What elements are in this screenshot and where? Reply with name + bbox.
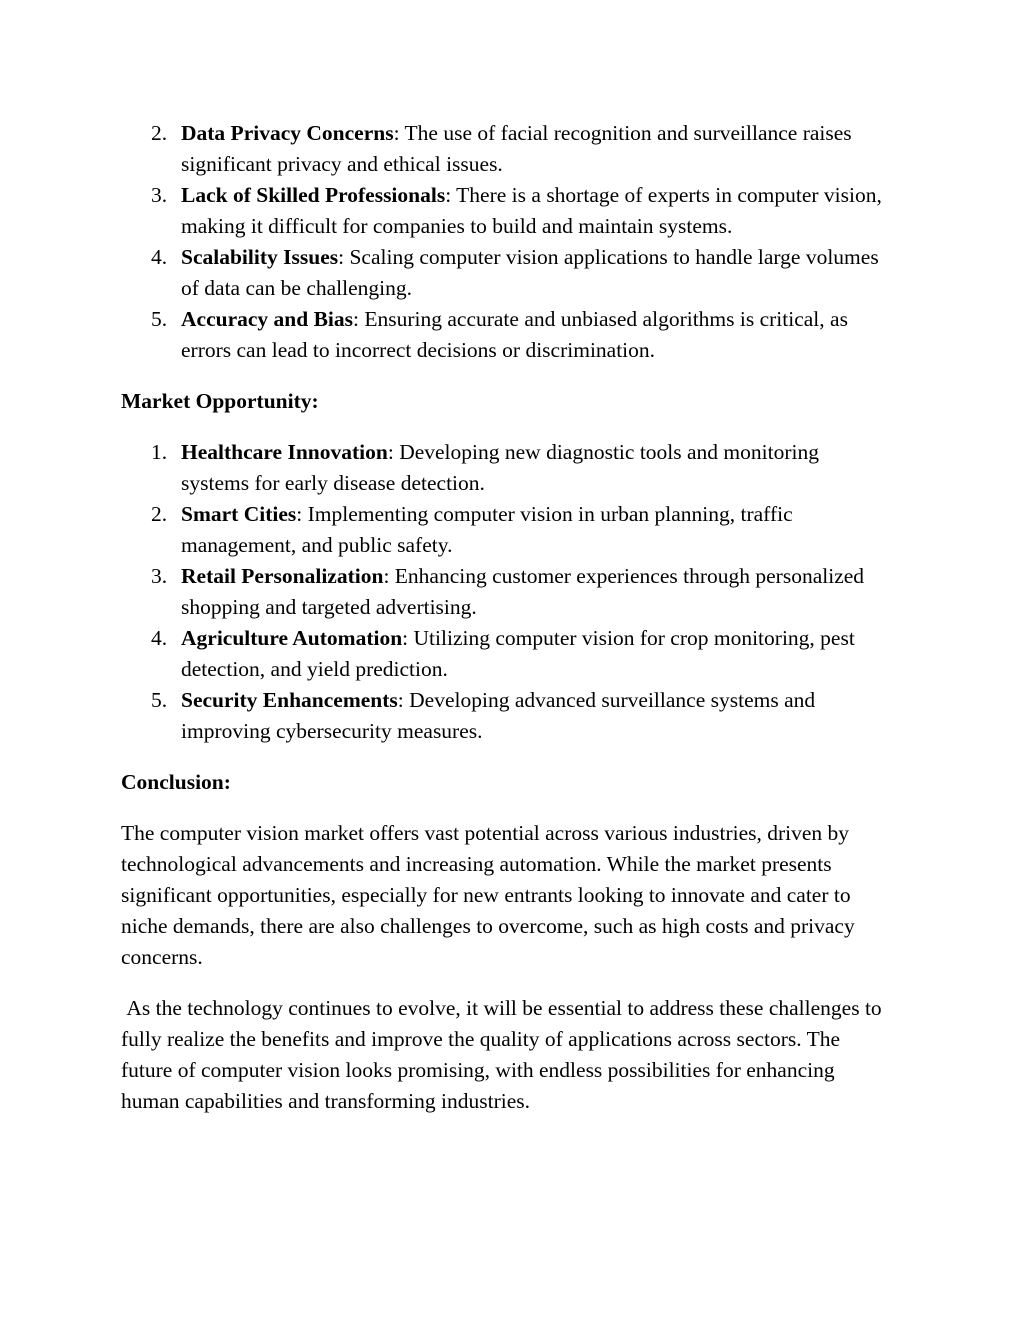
list-number: 3. [151, 564, 168, 588]
list-item [121, 685, 891, 747]
list-number: 1. [151, 440, 168, 464]
item-title: Lack of Skilled Professionals [181, 183, 446, 207]
market-opportunity-list [121, 437, 891, 747]
item-title: Agriculture Automation [181, 626, 403, 650]
list-number: 5. [151, 307, 168, 331]
list-number: 2. [151, 121, 168, 145]
item-text: : There is a shortage of experts in computer vision, making it difficult for companies to build and maintain systems. [181, 183, 882, 238]
item-text: : Implementing computer vision in urban planning, traffic management, and public safety. [181, 502, 793, 557]
item-text: : Scaling computer vision applications to handle large volumes of data can be challenging. [181, 245, 879, 300]
item-title: Retail Personalization [181, 564, 384, 588]
item-title: Data Privacy Concerns [181, 121, 394, 145]
list-item [121, 561, 891, 623]
market-opportunity-heading: Market Opportunity: [121, 389, 319, 413]
list-item [121, 242, 891, 304]
list-number: 3. [151, 183, 168, 207]
list-item [121, 304, 891, 366]
list-number: 4. [151, 626, 168, 650]
list-number: 4. [151, 245, 168, 269]
item-text: : Developing new diagnostic tools and monitoring systems for early disease detection. [181, 440, 819, 495]
item-text: : Developing advanced surveillance systems and improving cybersecurity measures. [181, 688, 816, 743]
list-item [121, 437, 891, 499]
item-title: Smart Cities [181, 502, 297, 526]
item-text: : The use of facial recognition and surveillance raises significant privacy and ethical issues. [181, 121, 852, 176]
list-item [121, 118, 891, 180]
challenges-list [121, 118, 891, 366]
conclusion-paragraph: As the technology continues to evolve, it will be essential to address these challenges to fully realize the benefits and improve the quality of applications across sectors. The future of computer vision looks promising, with endless possibilities for enhancing human capabilities and transforming industries. [121, 996, 888, 1113]
list-item [121, 499, 891, 561]
item-text: : Ensuring accurate and unbiased algorithms is critical, as errors can lead to incorrect decisions or discrimination. [181, 307, 848, 362]
item-title: Scalability Issues [181, 245, 339, 269]
item-title: Healthcare Innovation [181, 440, 388, 464]
item-title: Accuracy and Bias [181, 307, 353, 331]
conclusion-heading: Conclusion: [121, 770, 231, 794]
list-number: 2. [151, 502, 168, 526]
item-text: : Utilizing computer vision for crop monitoring, pest detection, and yield prediction. [181, 626, 855, 681]
document-page [121, 118, 891, 1117]
conclusion-paragraph: The computer vision market offers vast potential across various industries, driven by technological advancements and increasing automation. While the market presents significant opportunities, especially for new entrants looking to innovate and cater to niche demands, there are also challenges to overcome, such as high costs and privacy concerns. [121, 821, 855, 969]
list-item [121, 180, 891, 242]
item-text: : Enhancing customer experiences through personalized shopping and targeted advertising. [181, 564, 865, 619]
item-title: Security Enhancements [181, 688, 398, 712]
list-item [121, 623, 891, 685]
list-number: 5. [151, 688, 168, 712]
